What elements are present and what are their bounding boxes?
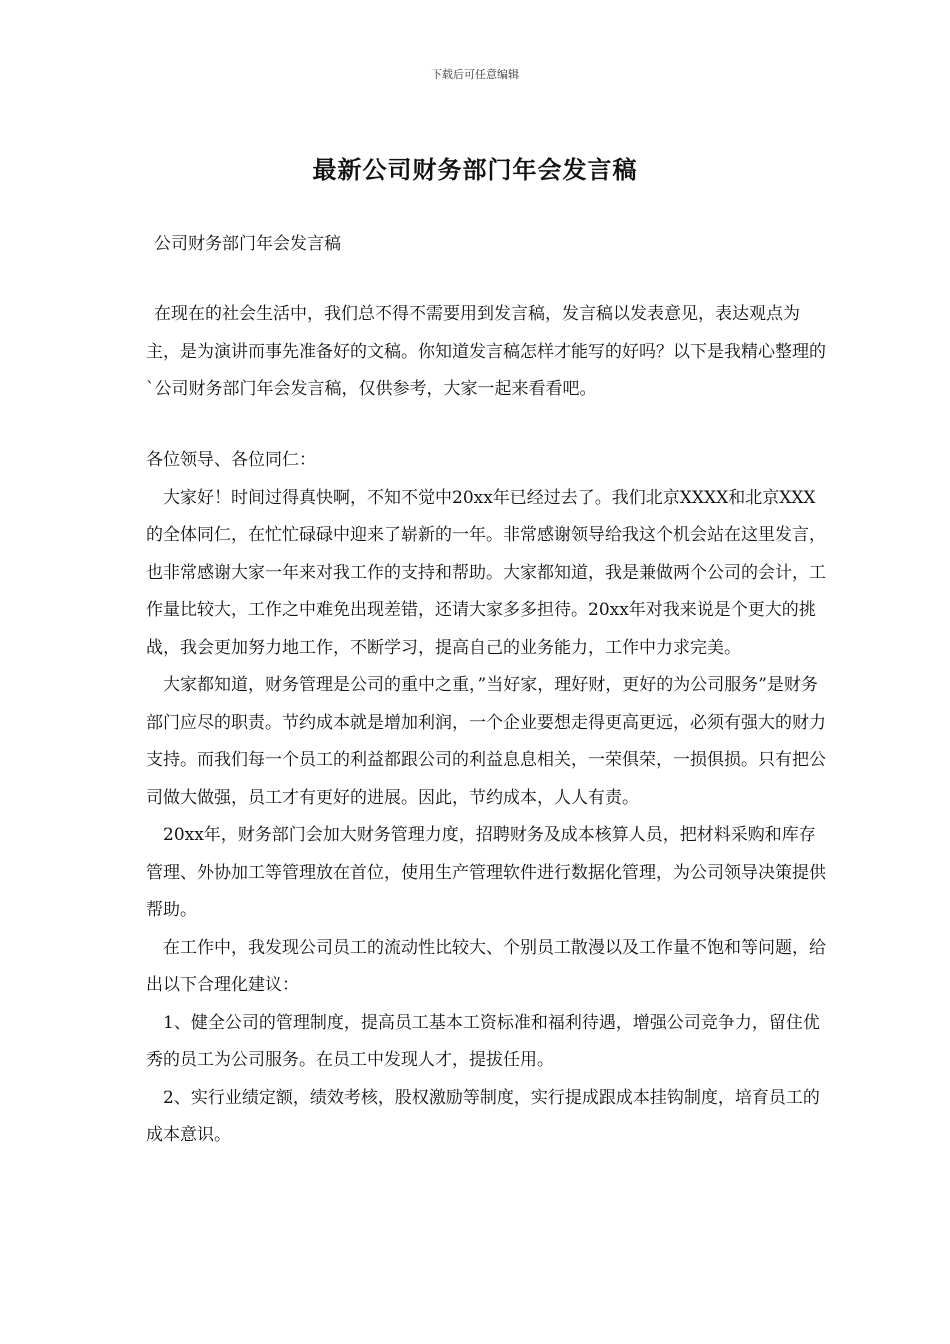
salutation: 各位领导、各位同仁： (146, 450, 316, 470)
suggestion-2: 2、实行业绩定额，绩效考核，股权激励等制度，实行提成跟成本挂钩制度，培育员工的成本意识。 (146, 1087, 820, 1145)
intro-section (146, 296, 826, 409)
paragraph-1: 大家好！时间过得真快啊，不知不觉中20xx年已经过去了。我们北京XXXX和北京XXX的全体同仁，在忙忙碌碌中迎来了崭新的一年。非常感谢领导给我这个机会站在这里发言，也非常感谢大家一年来对我工作的支持和帮助。大家都知道，我是兼做两个公司的会计，工作量比较大，工作之中难免出现差错，还请大家多多担待。20xx年对我来说是个更大的挑战，我会更加努力地工作，不断学习，提高自己的业务能力，工作中力求完美。 (146, 487, 826, 658)
paragraph-2: 大家都知道，财务管理是公司的重中之重，”当好家，理好财，更好的为公司服务”是财务部门应尽的职责。节约成本就是增加利润，一个企业要想走得更高更远，必须有强大的财力支持。而我们每一个员工的利益都跟公司的利益息息相关，一荣俱荣，一损俱损。只有把公司做大做强，员工才有更好的进展。因此，节约成本，人人有责。 (146, 675, 826, 808)
paragraph-4: 在工作中，我发现公司员工的流动性比较大、个别员工散漫以及工作量不饱和等问题，给出以下合理化建议： (146, 937, 826, 995)
paragraph-3: 20xx年，财务部门会加大财务管理力度，招聘财务及成本核算人员，把材料采购和库存管理、外协加工等管理放在首位，使用生产管理软件进行数据化管理，为公司领导决策提供帮助。 (146, 825, 826, 920)
document-title: 最新公司财务部门年会发言稿 (312, 155, 638, 184)
header-note: 下载后可任意编辑 (431, 68, 519, 81)
intro-paragraph: 在现在的社会生活中，我们总不得不需要用到发言稿，发言稿以发表意见，表达观点为主，是为演讲而事先准备好的文稿。你知道发言稿怎样才能写的好吗？以下是我精心整理的`公司财务部门年会发言稿，仅供参考，大家一起来看看吧。 (146, 304, 826, 399)
document-subtitle (146, 226, 834, 264)
speech-body (146, 442, 826, 1155)
subtitle-text: 公司财务部门年会发言稿 (154, 234, 341, 254)
suggestion-1: 1、健全公司的管理制度，提高员工基本工资标准和福利待遇，增强公司竞争力，留住优秀的员工为公司服务。在员工中发现人才，提拔任用。 (146, 1012, 820, 1070)
